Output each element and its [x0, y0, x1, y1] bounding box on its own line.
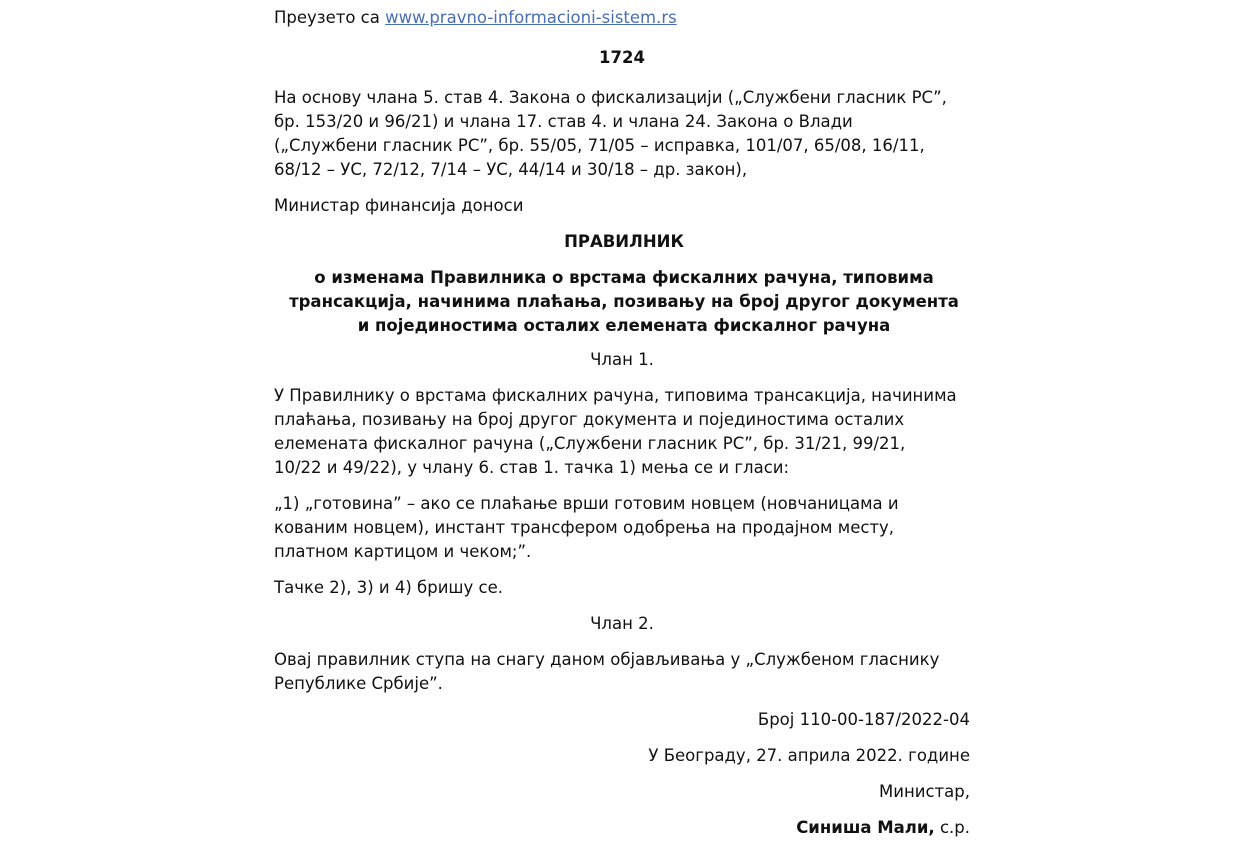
regulation-document [274, 6, 974, 852]
subtitle-line: и појединостима осталих елемената фискалног рачуна [357, 316, 891, 335]
reference-number: Број 110-00-187/2022-04 [757, 710, 970, 729]
text-line: платном картицом и чеком;”. [274, 542, 532, 561]
signatory-suffix: с.р. [934, 818, 970, 837]
article-1-heading: Члан 1. [590, 350, 654, 369]
place-and-date: У Београду, 27. априла 2022. године [648, 746, 970, 765]
text-line: кованим новцем), инстант трансфером одобрења на продајном месту, [274, 518, 895, 537]
article-2-paragraph-1 [274, 648, 974, 696]
text-line: елемената фискалног рачуна („Службени гласник РС”, бр. 31/21, 99/21, [274, 434, 906, 453]
document-number: 1724 [599, 48, 645, 67]
text-line: бр. 153/20 и 96/21) и члана 17. став 4. и члана 24. Закона о Влади [274, 112, 853, 131]
text-line: Републике Србије”. [274, 674, 443, 693]
source-link[interactable]: www.pravno-informacioni-sistem.rs [385, 8, 677, 27]
issuer-line: Министар финансија доноси [274, 196, 524, 215]
text-line: („Службени гласник РС”, бр. 55/05, 71/05 – исправка, 101/07, 65/08, 16/11, [274, 136, 925, 155]
article-1-paragraph-3: Тачке 2), 3) и 4) бришу се. [274, 578, 504, 597]
text-line: На основу члана 5. став 4. Закона о фискализацији („Службени гласник РС”, [274, 88, 947, 107]
signatory-role: Министар, [879, 782, 970, 801]
article-2-heading: Члан 2. [590, 614, 654, 633]
text-line: 68/12 – УС, 72/12, 7/14 – УС, 44/14 и 30/18 – др. закон), [274, 160, 748, 179]
signatory-block [274, 816, 974, 840]
legal-basis-paragraph [274, 86, 974, 182]
article-1-paragraph-2 [274, 492, 974, 564]
subtitle-line: о изменама Правилника о врстама фискалних рачуна, типовима [314, 268, 934, 287]
document-subtitle [274, 266, 974, 338]
text-line: У Правилнику о врстама фискалних рачуна, типовима трансакција, начинима [274, 386, 957, 405]
text-line: 10/22 и 49/22), у члану 6. став 1. тачка 1) мења се и гласи: [274, 458, 790, 477]
signatory-name: Синиша Мали, [796, 818, 935, 837]
text-line: „1) „готовина” – ако се плаћање врши готовим новцем (новчаницама и [274, 494, 899, 513]
text-line: плаћања, позивању на број другог документа и појединостима осталих [274, 410, 905, 429]
document-title: ПРАВИЛНИК [564, 232, 684, 251]
source-line [274, 6, 974, 30]
text-line: Овај правилник ступа на снагу даном објављивања у „Службеном гласнику [274, 650, 940, 669]
source-prefix: Преузето са [274, 8, 386, 27]
subtitle-line: трансакција, начинима плаћања, позивању на број другог документа [289, 292, 959, 311]
article-1-paragraph-1 [274, 384, 974, 480]
